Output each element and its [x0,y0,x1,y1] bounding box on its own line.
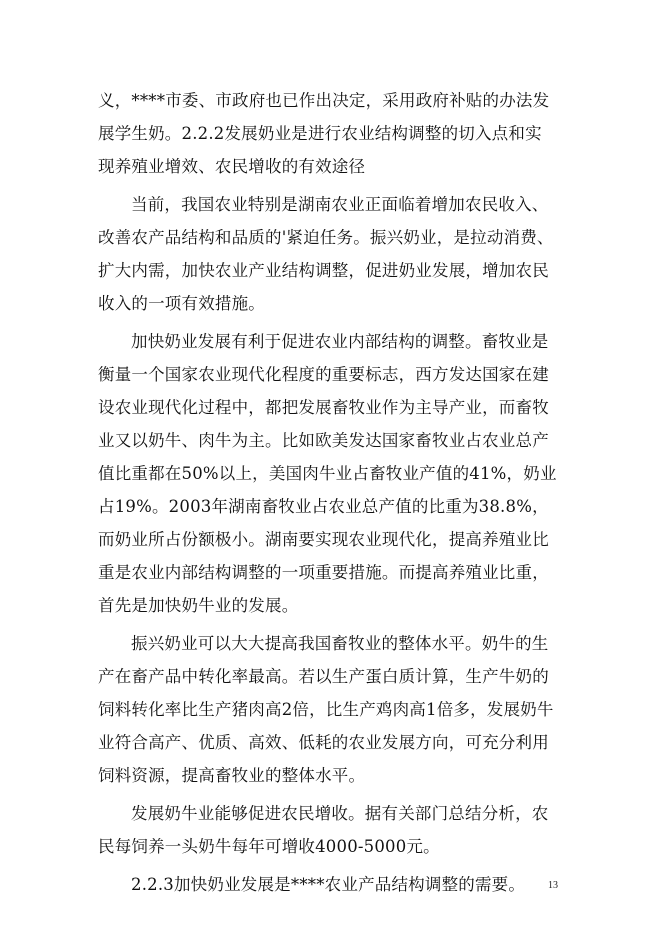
paragraph-2: 当前，我国农业特别是湖南农业正面临着增加农民收入、改善农产品结构和品质的'紧迫任务。振兴奶业，是拉动消费、扩大内需，加快农业产业结构调整，促进奶业发展，增加农民收入的一项有效措施。 [98,195,554,313]
page-number: 13 [548,880,558,891]
body-text [98,84,558,906]
paragraph-3: 加快奶业发展有利于促进农业内部结构的调整。畜牧业是衡量一个国家农业现代化程度的重要标志，西方发达国家在建设农业现代化过程中，都把发展畜牧业作为主导产业，而畜牧业又以奶牛、肉牛为主。比如欧美发达国家畜牧业占农业总产值比重都在50%以上，美国肉牛业占畜牧业产值的41%，奶业占19%。2003年湖南畜牧业占农业总产值的比重为38.8%，而奶业所占份额极小。湖南要实现农业现代化，提高养殖业比重是农业内部结构调整的一项重要措施。而提高养殖业比重，首先是加快奶牛业的发展。 [98,332,557,615]
paragraph-5: 发展奶牛业能够促进农民增收。据有关部门总结分析，农民每饲养一头奶牛每年可增收4000-5000元。 [98,804,549,856]
paragraph-1: 义，****市委、市政府也已作出决定，采用政府补贴的办法发展学生奶。2.2.2发展奶业是进行农业结构调整的切入点和实现养殖业增效、农民增收的有效途径 [98,91,550,176]
paragraph-4: 振兴奶业可以大大提高我国畜牧业的整体水平。奶牛的生产在畜产品中转化率最高。若以生产蛋白质计算，生产牛奶的饲料转化率比生产猪肉高2倍，比生产鸡肉高1倍多，发展奶牛业符合高产、优质、高效、低耗的农业发展方向，可充分利用饲料资源，提高畜牧业的整体水平。 [98,634,554,785]
paragraph-6: 2.2.3加快奶业发展是****农业产品结构调整的需要。 [131,875,526,894]
